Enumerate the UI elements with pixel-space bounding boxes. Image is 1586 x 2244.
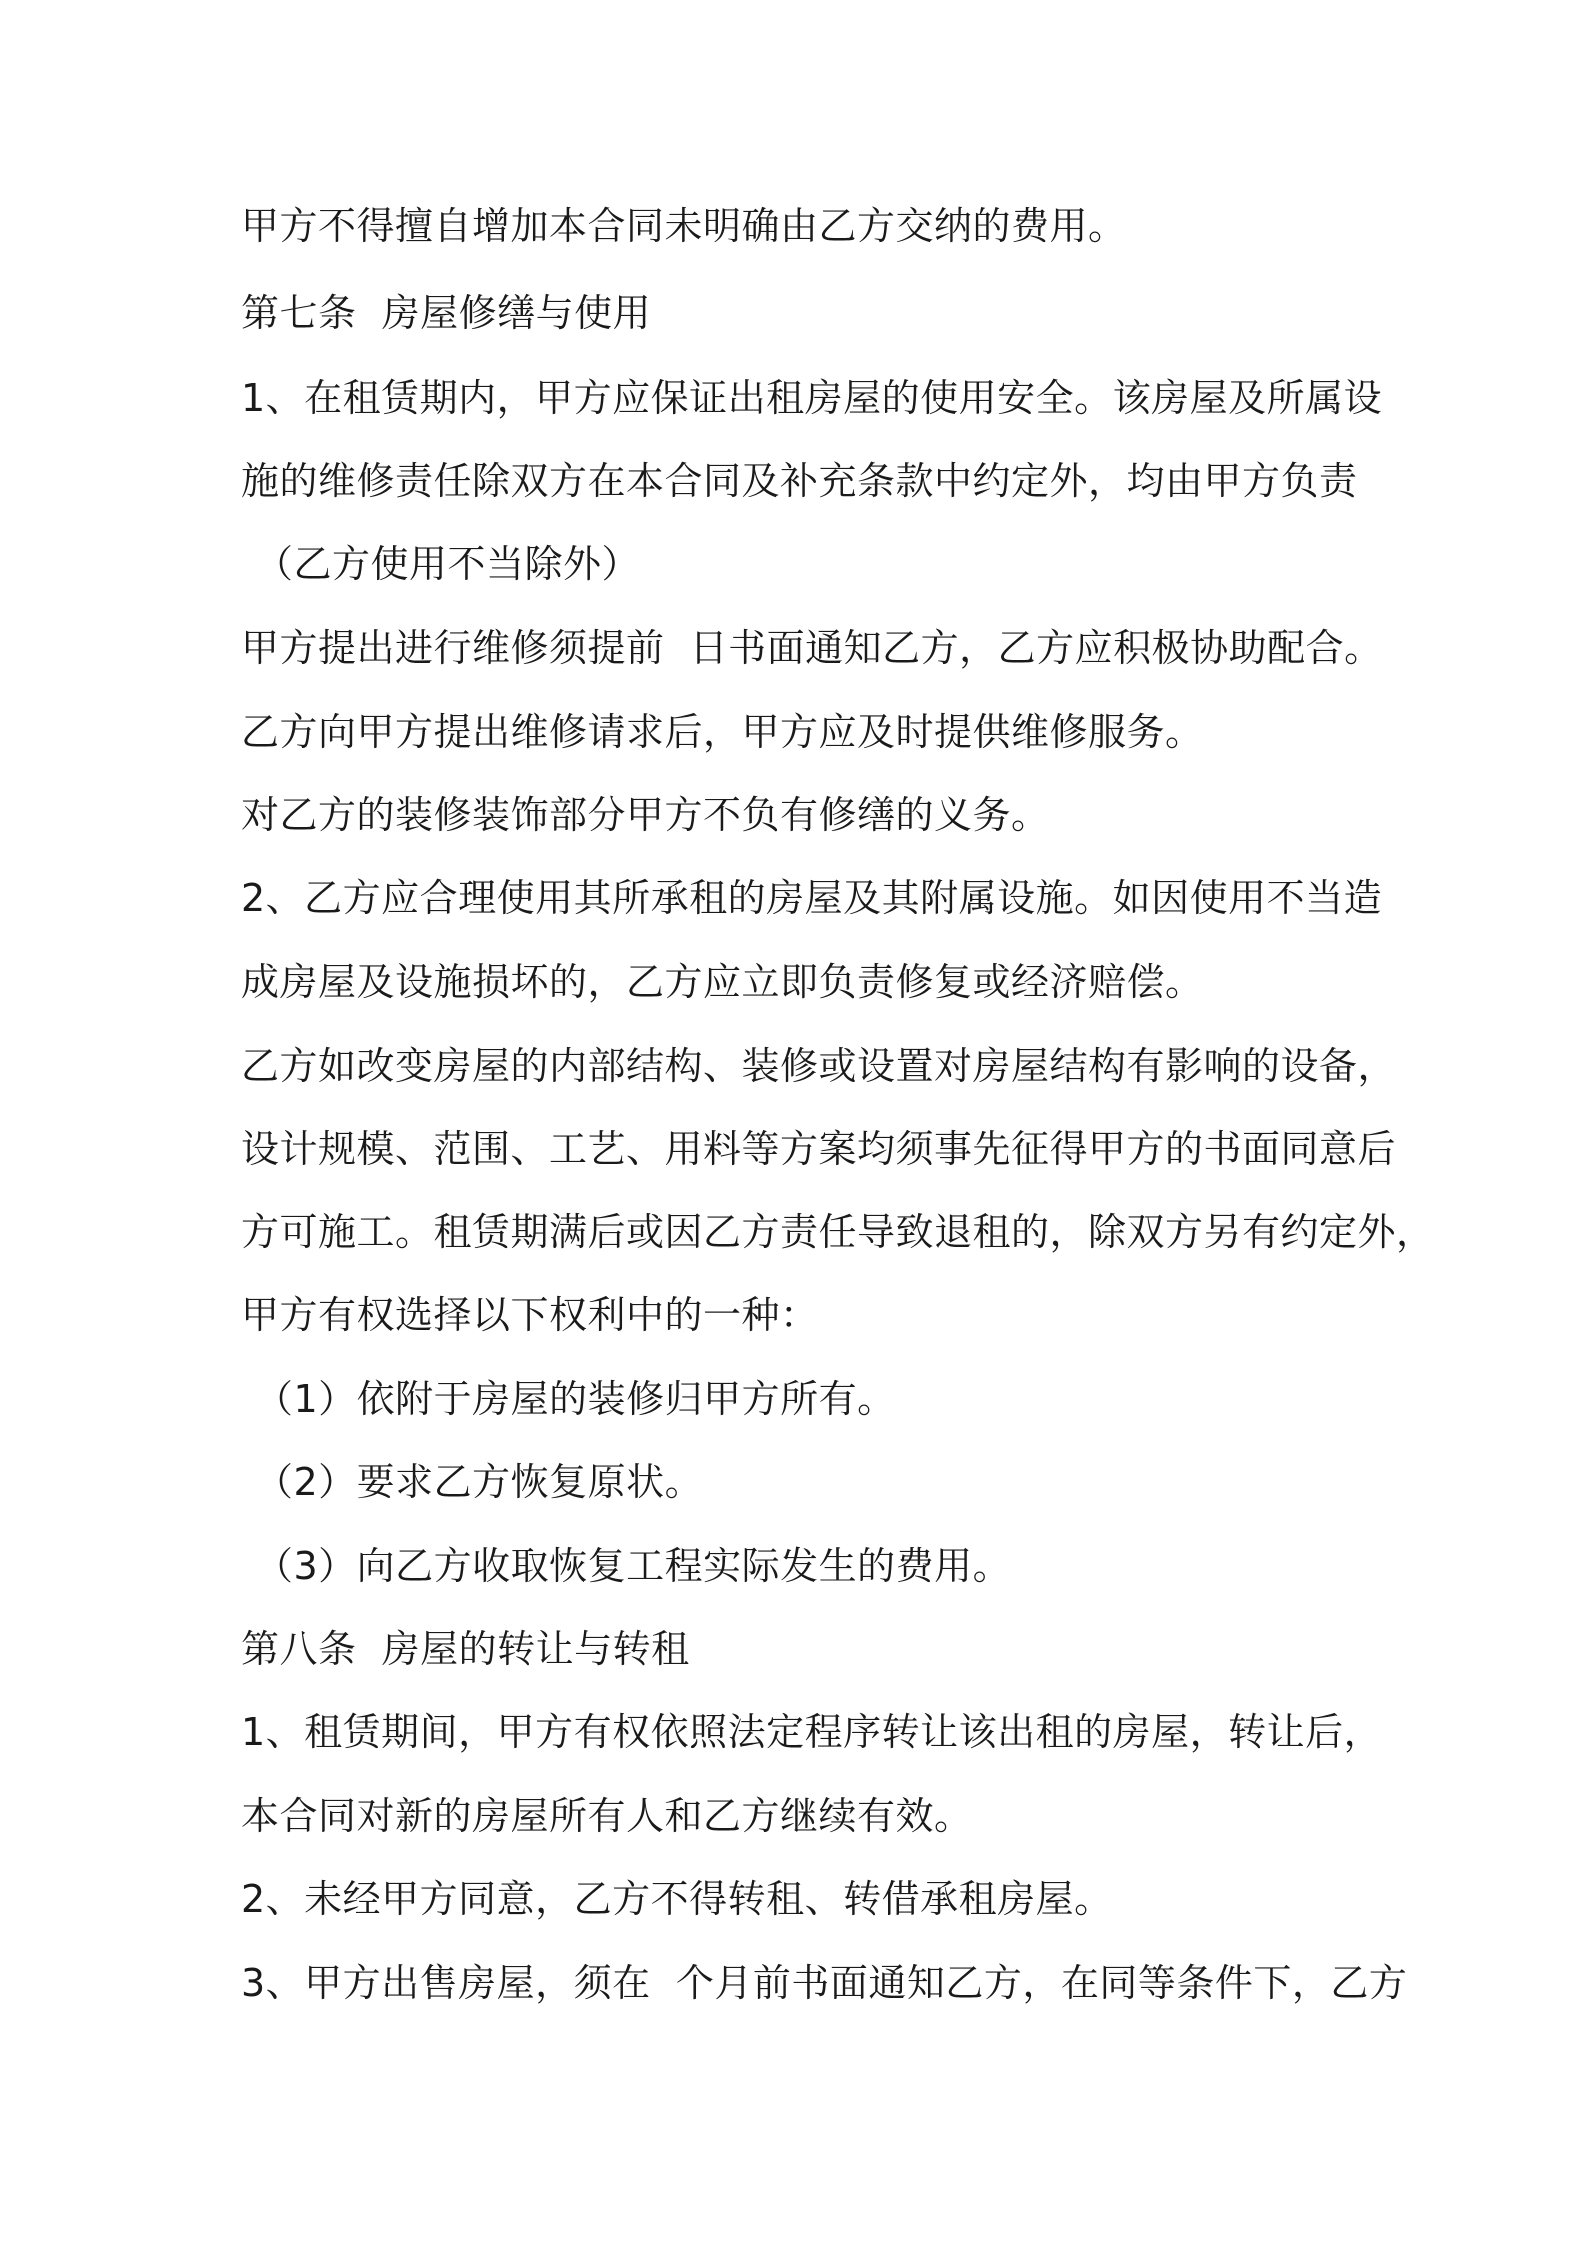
text-line: 甲方有权选择以下权利中的一种： <box>241 1293 819 1337</box>
text-line: 2、乙方应合理使用其所承租的房屋及其附属设施。如因使用不当造 <box>241 876 1383 920</box>
list-item: （3）向乙方收取恢复工程实际发生的费用。 <box>255 1544 1012 1588</box>
text-line: 对乙方的装修装饰部分甲方不负有修缮的义务。 <box>241 793 1050 837</box>
text-line: 成房屋及设施损坏的，乙方应立即负责修复或经济赔偿。 <box>241 960 1204 1004</box>
text-line: 施的维修责任除双方在本合同及补充条款中约定外，均由甲方负责 <box>241 459 1358 503</box>
text-line: 本合同对新的房屋所有人和乙方继续有效。 <box>241 1794 973 1838</box>
text-line: 2、未经甲方同意，乙方不得转租、转借承租房屋。 <box>241 1877 1113 1921</box>
text-line: （乙方使用不当除外） <box>255 542 641 586</box>
section-heading: 第七条 房屋修缮与使用 <box>241 291 652 335</box>
text-line: 3、甲方出售房屋，须在 个月前书面通知乙方，在同等条件下，乙方 <box>241 1961 1408 2005</box>
list-item: （2）要求乙方恢复原状。 <box>255 1460 704 1504</box>
text-line: 1、在租赁期内，甲方应保证出租房屋的使用安全。该房屋及所属设 <box>241 376 1383 420</box>
list-item: （1）依附于房屋的装修归甲方所有。 <box>255 1377 896 1421</box>
text-line: 方可施工。租赁期满后或因乙方责任导致退租的，除双方另有约定外， <box>241 1210 1435 1254</box>
text-line: 乙方如改变房屋的内部结构、装修或设置对房屋结构有影响的设备， <box>241 1044 1397 1088</box>
text-line: 乙方向甲方提出维修请求后，甲方应及时提供维修服务。 <box>241 710 1204 754</box>
text-line: 甲方不得擅自增加本合同未明确由乙方交纳的费用。 <box>241 204 1127 248</box>
text-line: 设计规模、范围、工艺、用料等方案均须事先征得甲方的书面同意后 <box>241 1127 1397 1171</box>
text-line: 1、租赁期间，甲方有权依照法定程序转让该出租的房屋，转让后， <box>241 1710 1383 1754</box>
text-line: 甲方提出进行维修须提前 日书面通知乙方，乙方应积极协助配合。 <box>241 626 1383 670</box>
section-heading: 第八条 房屋的转让与转租 <box>241 1627 690 1671</box>
